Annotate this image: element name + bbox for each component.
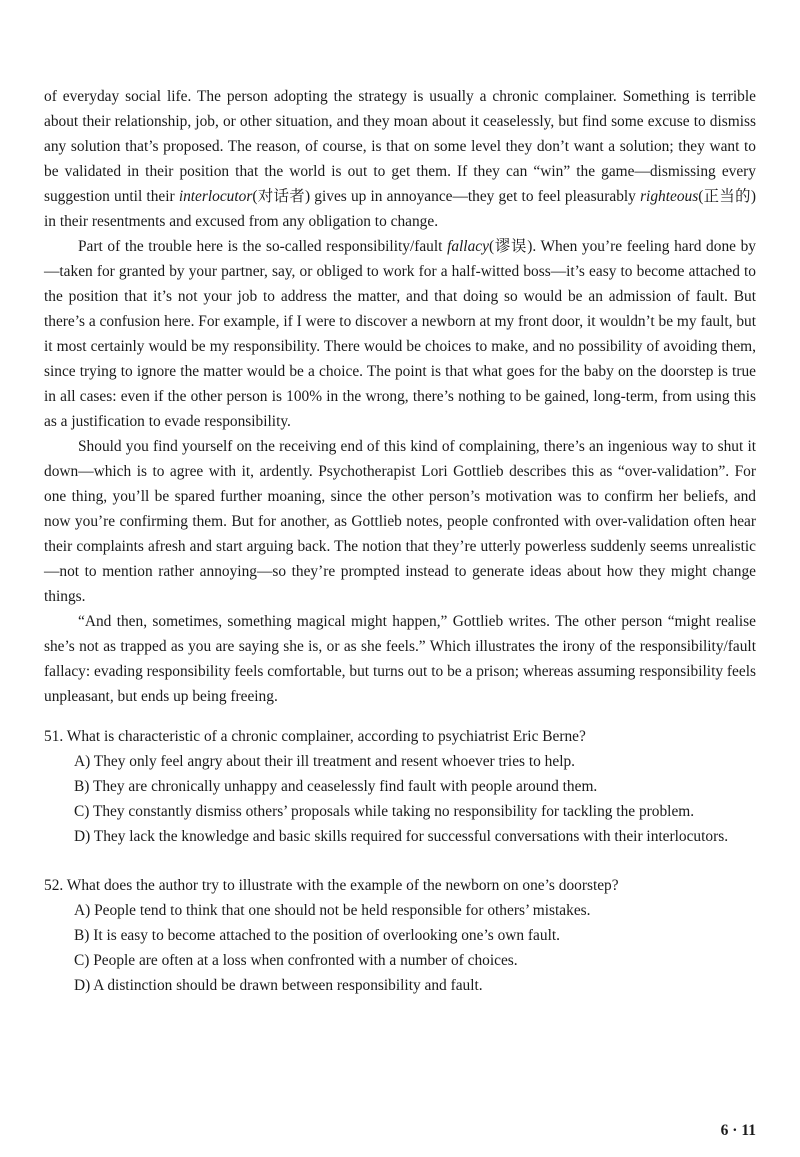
question-stem: 51. What is characteristic of a chronic complainer, according to psychiatrist Eric Berne? [44, 728, 586, 745]
passage-paragraph-3: Should you find yourself on the receiving end of this kind of complaining, there’s an ingenious way to shut it down—which is to agree with it, ardently. Psychotherapist Lori Gottlieb describes this as “over-validation”. For one thing, you’ll be spared further moaning, since the other person’s motivation was to confirm her beliefs, and now you’re confirming them. But for another, as Gottlieb notes, people confronted with over-validation often hear their complaints afresh and start arguing back. The notion that they’re utterly powerless suddenly seems unrealistic—not to mention rather annoying—so they’re prompted instead to generate ideas about how they might change things. [44, 438, 756, 605]
option-a[interactable]: A) People tend to think that one should not be held responsible for others’ mistakes. [74, 902, 591, 919]
option-d[interactable]: D) A distinction should be drawn between responsibility and fault. [74, 977, 483, 994]
passage-paragraph-4: “And then, sometimes, something magical might happen,” Gottlieb writes. The other person “might realise she’s not as trapped as you are saying she is, or as she feels.” Which illustrates the irony of the responsibility/fault fallacy: evading responsibility feels comfortable, but turns out to be a prison; whereas assuming responsibility feels unpleasant, but ends up being freeing. [44, 613, 756, 705]
page-number: 6 · 11 [720, 1122, 756, 1139]
option-b[interactable]: B) It is easy to become attached to the position of overlooking one’s own fault. [74, 927, 560, 944]
glossed-term-fallacy: fallacy [447, 238, 489, 255]
passage-paragraph-1: of everyday social life. The person adopting the strategy is usually a chronic complainer. Something is terrible about their relationship, job, or other situation, and they moan about it ceaselessly, but find some excuse to dismiss any solution that’s proposed. The reason, of course, is that on some level they don’t want a solution; they want to be validated in their position that the world is out to get them. If they can “win” the game—dismissing every suggestion until their interlocutor(对话者) gives up in annoyance—they get to feel pleasurably righteous(正当的) in their resentments and excused from any obligation to change. [44, 88, 756, 230]
question-51 [44, 724, 756, 849]
option-c[interactable]: C) People are often at a loss when confronted with a number of choices. [74, 952, 518, 969]
option-c[interactable]: C) They constantly dismiss others’ proposals while taking no responsibility for tackling the problem. [74, 803, 695, 820]
option-d[interactable]: D) They lack the knowledge and basic skills required for successful conversations with their interlocutors. [74, 828, 729, 845]
question-stem: 52. What does the author try to illustrate with the example of the newborn on one’s doorstep? [44, 877, 619, 894]
question-52 [44, 873, 756, 998]
option-a[interactable]: A) They only feel angry about their ill treatment and resent whoever tries to help. [74, 753, 576, 770]
glossed-term-interlocutor: interlocutor [178, 188, 253, 205]
glossed-term-righteous: righteous [640, 188, 699, 205]
option-b[interactable]: B) They are chronically unhappy and ceaselessly find fault with people around them. [74, 778, 598, 795]
exam-page [44, 84, 756, 998]
passage-paragraph-2: Part of the trouble here is the so-called responsibility/fault fallacy(谬误). When you’re feeling hard done by—taken for granted by your partner, say, or obliged to work for a half-witted boss—it’s easy to become attached to the position that it’s not your job to address the matter, and that doing so would be an admission of fault. But there’s a confusion here. For example, if I were to discover a newborn at my front door, it wouldn’t be my fault, but it most certainly would be my responsibility. There would be choices to make, and no possibility of avoiding them, since trying to ignore the matter would be a choice. The point is that what goes for the baby on the doorstep is true in all cases: even if the other person is 100% in the wrong, there’s nothing to be gained, long-term, from using this as a justification to evade responsibility. [44, 238, 757, 430]
